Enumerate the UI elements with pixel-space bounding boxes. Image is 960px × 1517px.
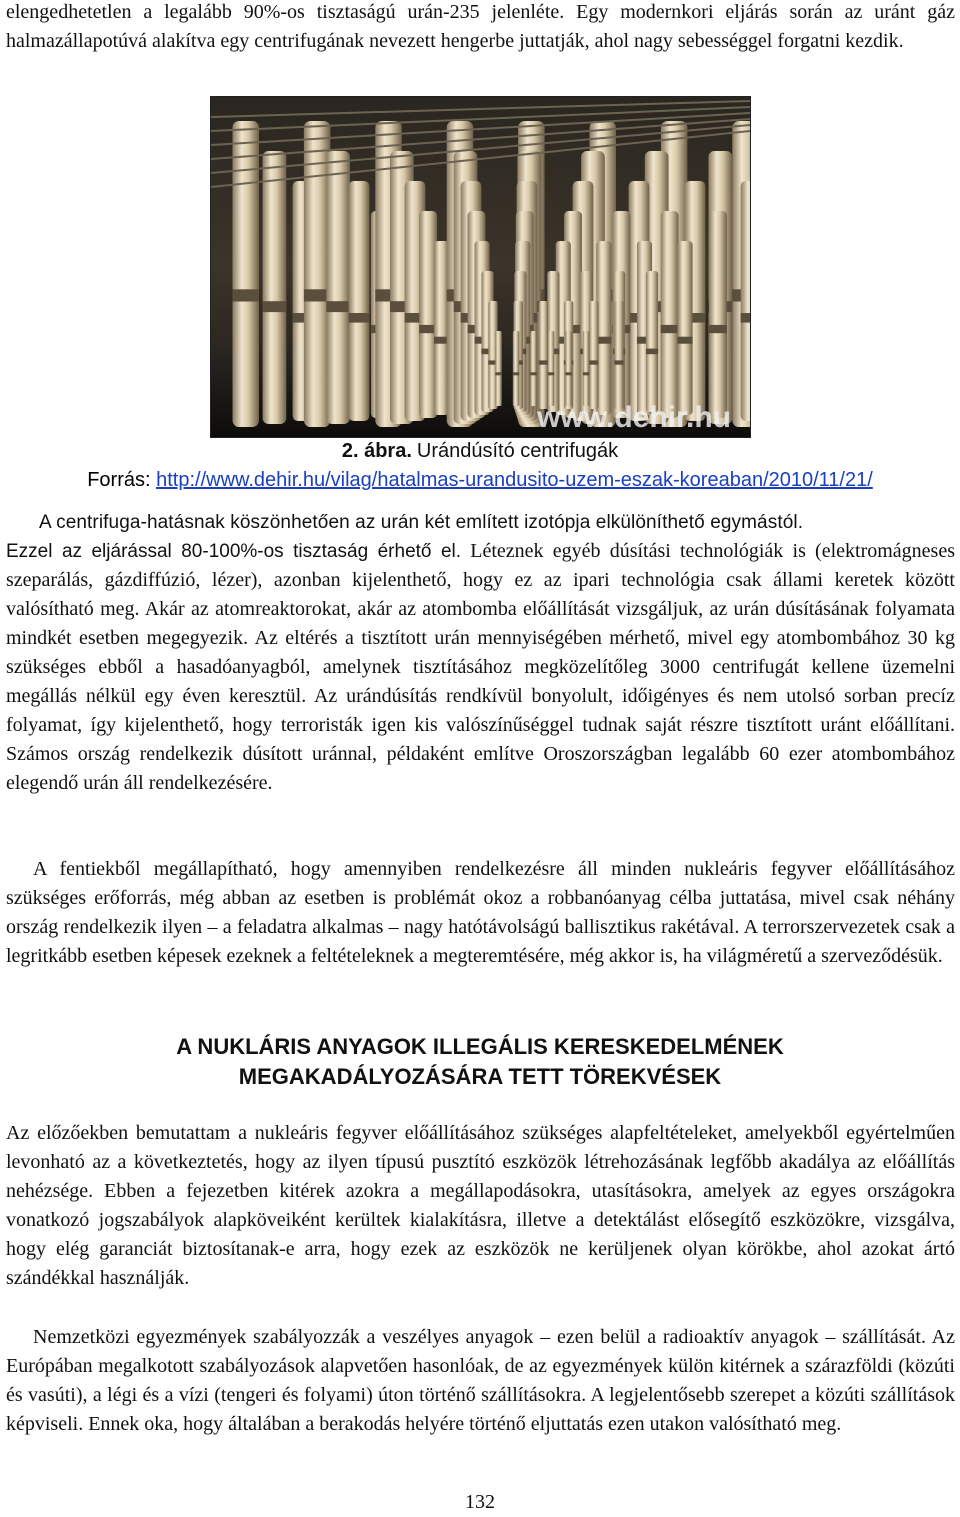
paragraph-intro: elengedhetetlen a legalább 90%-os tisztaságú urán-235 jelenléte. Egy modernkori eljárás során az uránt gáz halmazállapotúvá alakítva egy centrifugának nevezett hengerbe juttatják, ahol nagy sebességgel forgatni kezdik.	[6, 1, 955, 52]
figure-caption	[0, 438, 960, 464]
centrifuge-band	[583, 372, 590, 375]
centrifuge-cylinder	[614, 301, 623, 409]
centrifuge-band	[678, 337, 693, 344]
centrifuge-band	[513, 372, 520, 375]
centrifuge-band	[548, 372, 555, 375]
centrifuge-band	[233, 289, 260, 301]
figure-centrifuges-photo	[210, 96, 751, 438]
centrifuge-band	[741, 313, 750, 323]
section-heading	[0, 1032, 960, 1092]
source-label: Forrás:	[87, 469, 151, 491]
centrifuge-band	[614, 360, 623, 364]
figure-source	[0, 467, 960, 493]
centrifuge-cylinder	[678, 241, 693, 415]
section-heading-line-2: MEGAKADÁLYOZÁSÁRA TETT TÖREKVÉSEK	[238, 1064, 722, 1089]
centrifuge-band	[646, 349, 658, 355]
centrifuge-cylinder	[548, 331, 555, 406]
centrifuge-cylinder	[539, 301, 548, 409]
centrifuges-image	[211, 97, 750, 437]
centrifuge-band	[565, 372, 572, 375]
page-number: 132	[465, 1491, 495, 1513]
centrifuge-cylinder	[565, 331, 572, 406]
centrifuge-band	[539, 360, 548, 364]
figure-number: 2. ábra.	[341, 440, 412, 462]
centrifuge-cylinder	[233, 121, 260, 427]
figure-title: Urándúsító centrifugák	[416, 440, 619, 462]
centrifuge-band	[349, 313, 370, 323]
paragraph-5: Nemzetközi egyezmények szabályozzák a veszélyes anyagok – ezen belül a radioaktív anyagok – szállítását. Az Európában megalkotott szabályozások alapvetően hasonlóak, de az egyezmények külön kitérnek a szárazföldi (közúti és vasúti), a légi és a vízi (tengeri és folyami) úton történő szállításokra. A legjelentősebb szerepet a közúti szállítások képviseli. Ennek oka, hogy általában a berakodás helyére történő eljuttatás ezen utakon valósítható meg.	[6, 1326, 955, 1435]
section-heading-line-1: A NUKLÁRIS ANYAGOK ILLEGÁLIS KERESKEDELMÉNEK	[176, 1034, 784, 1059]
centrifuge-band	[530, 372, 537, 375]
centrifuge-cylinder	[326, 151, 350, 424]
centrifuge-band	[589, 360, 598, 364]
centrifuge-cylinder	[263, 151, 287, 424]
paragraph-4: Az előzőekben bemutattam a nukleáris fegyver előállításához szükséges alapfeltételeket, amelyekből egyértelműen levonható az a következtetés, hogy az ilyen típusú pusztító eszközök létrehozásának legfőbb akadálya az előállítás nehézsége. Ebben a fejezetben kitérek azokra a megállapodásokra, utasításokra, amelyek az egyes országokra vonatkozó jogszabályok alapköveiként kerültek kialakításra, illetve a detektálást elősegítő eszközökre, vizsgálva, hogy elég garanciát biztosítanak-e arra, hogy ezek az eszközök ne kerüljenek olyan körökbe, ahol azokat ártó szándékkal használják.	[6, 1122, 955, 1289]
source-link[interactable]: http://www.dehir.hu/vilag/hatalmas-urandusito-uzem-eszak-koreaban/2010/11/21/	[156, 469, 873, 491]
centrifuge-band	[661, 325, 679, 333]
centrifuge-cylinder	[589, 301, 598, 409]
centrifuge-band	[709, 325, 727, 333]
centrifuge-band	[326, 301, 350, 312]
photo-watermark: www.dehir.hu	[537, 401, 731, 434]
paragraph-2-rest: Léteznek egyéb dúsítási technológiák is (elektromágneses szeparálás, gázdiffúzió, lézer), azonban kijelenthető, hogy ez az ipari technológia csak állami keretek között valósítható meg. Akár az atomreaktorokat, akár az atombomba előállítását vizsgáljuk, az urán dúsításának folyamata mindkét esetben megegyezik. Az eltérés a tisztított urán mennyiségében mérhető, mivel egy atombombához 30 kg szükséges ebből a hasadóanyagból, amelynek tisztításához megközelítőleg 3000 centrifugát kellene üzemelni megállás nélkül egy éven keresztül. Az urándúsítás rendkívül bonyolult, időigényes és nem utolsó sorban precíz folyamat, így kijelenthető, hogy terroristák igen kis valószínűséggel tudnak saját részre tisztított uránt előállítani. Számos ország rendelkezik dúsított uránnal, példaként említve Oroszországban legalább 60 ezer atombombához elegendő urán áll rendelkezésére.	[6, 540, 955, 794]
paragraph-2-first-line: A centrifuga-hatásnak köszönhetően az urán két említett izotópja elkülöníthető egymástól.	[39, 512, 804, 533]
centrifuge-cylinder	[583, 331, 590, 406]
paragraph-2	[6, 508, 955, 798]
centrifuge-band	[263, 301, 287, 312]
centrifuge-band	[495, 372, 502, 375]
centrifuge-cylinder	[661, 211, 679, 418]
centrifuge-cylinder	[646, 271, 658, 412]
centrifuge-cylinder	[530, 331, 537, 406]
centrifuge-cylinder	[495, 331, 502, 406]
centrifuge-cylinder	[349, 181, 370, 421]
centrifuge-band	[596, 337, 611, 344]
centrifuge-cylinder	[596, 241, 611, 415]
centrifuge-cylinder	[513, 331, 520, 406]
paragraph-3: A fentiekből megállapítható, hogy amennyiben rendelkezésre áll minden nukleáris fegyver előállításához szükséges erőforrás, még abban az esetben is problémát okoz a robbanóanyag célba juttatása, mivel csak néhány ország rendelkezik ilyen – a feladatra alkalmas – nagy hatótávolságú ballisztikus rakétával. A terrorszervezetek csak a legritkább esetben képesek ezeknek a feltételeknek a megteremtésére, még akkor is, ha világméretű a szerveződésük.	[6, 858, 955, 967]
centrifuge-cylinder	[709, 211, 727, 418]
paragraph-2-second-line: Ezzel az eljárással 80-100%-os tisztaság érhető el.	[6, 541, 462, 562]
centrifuge-cylinder	[741, 181, 750, 421]
paragraph-2-body	[6, 537, 955, 798]
